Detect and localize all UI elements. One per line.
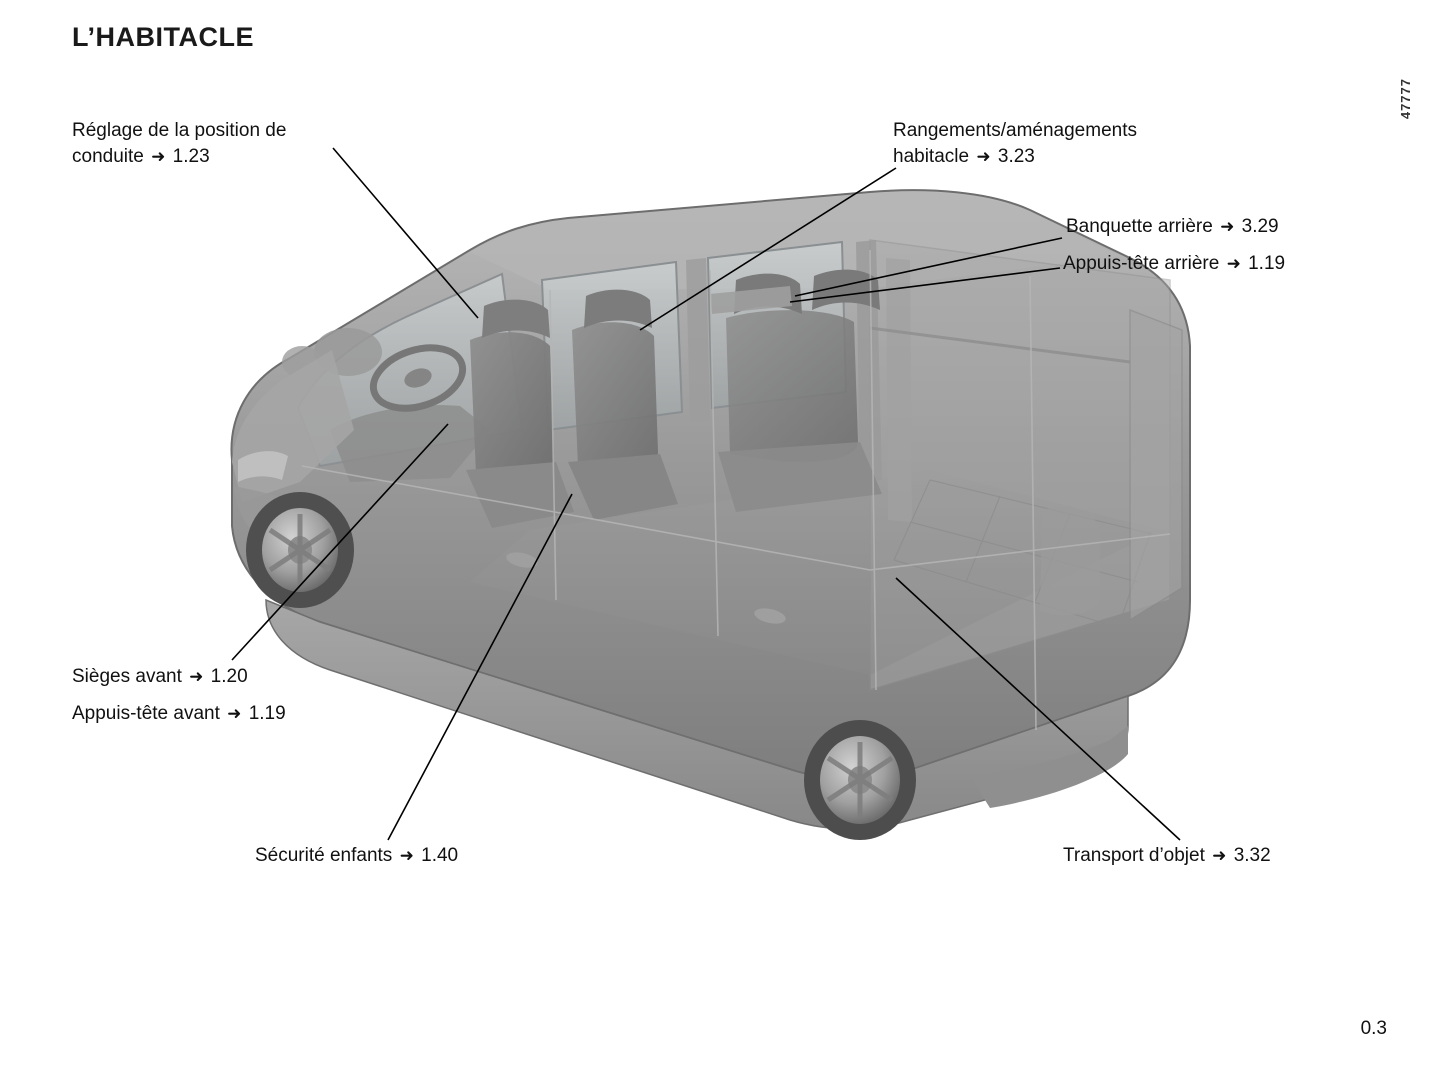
callout-rear-headrests [1063,251,1285,277]
arrow-icon: ➜ [151,146,166,166]
callout-storage-line1: Rangements/aménagements [893,120,1137,141]
callout-object-transport-label: Transport d’objet [1063,845,1205,866]
vehicle-interior-cutaway-diagram [170,130,1250,870]
callout-front-headrests [72,701,286,727]
callout-rear-headrests-reference: 1.19 [1248,253,1286,274]
page-number: 0.3 [1360,1018,1387,1039]
callout-driving-position-line2: conduite [72,145,144,167]
arrow-icon: ➜ [976,146,991,166]
callout-object-transport [1063,843,1271,869]
callout-child-safety [255,843,458,869]
illustration-reference-code: 47777 [1398,78,1413,120]
callout-storage [893,118,1137,169]
callout-front-seats-label: Sièges avant [72,666,182,687]
arrow-icon: ➜ [399,846,414,865]
callout-rear-bench [1066,214,1279,240]
arrow-icon: ➜ [1220,217,1235,236]
page-title: L’HABITACLE [72,22,254,52]
front-wheel [246,492,354,608]
callout-front-headrests-reference: 1.19 [248,703,286,724]
callout-front-seats [72,664,248,690]
arrow-icon: ➜ [1212,846,1227,865]
callout-driving-position [72,118,286,169]
callout-child-safety-label: Sécurité enfants [255,845,393,866]
callout-driving-position-line1: Réglage de la position de [72,120,287,141]
callout-rear-bench-label: Banquette arrière [1066,216,1213,237]
callout-front-seats-reference: 1.20 [210,666,248,687]
arrow-icon: ➜ [189,667,204,686]
callout-storage-reference: 3.23 [997,145,1035,167]
callout-rear-bench-reference: 3.29 [1241,216,1279,237]
callout-object-transport-reference: 3.32 [1233,845,1271,866]
callout-storage-line2: habitacle [893,145,970,167]
rear-wheel [804,720,916,840]
callout-rear-headrests-label: Appuis-tête arrière [1063,253,1220,274]
arrow-icon: ➜ [1226,254,1241,273]
arrow-icon: ➜ [227,704,242,723]
callout-front-headrests-label: Appuis-tête avant [72,703,220,724]
callout-driving-position-reference: 1.23 [172,145,210,167]
callout-child-safety-reference: 1.40 [421,845,459,866]
